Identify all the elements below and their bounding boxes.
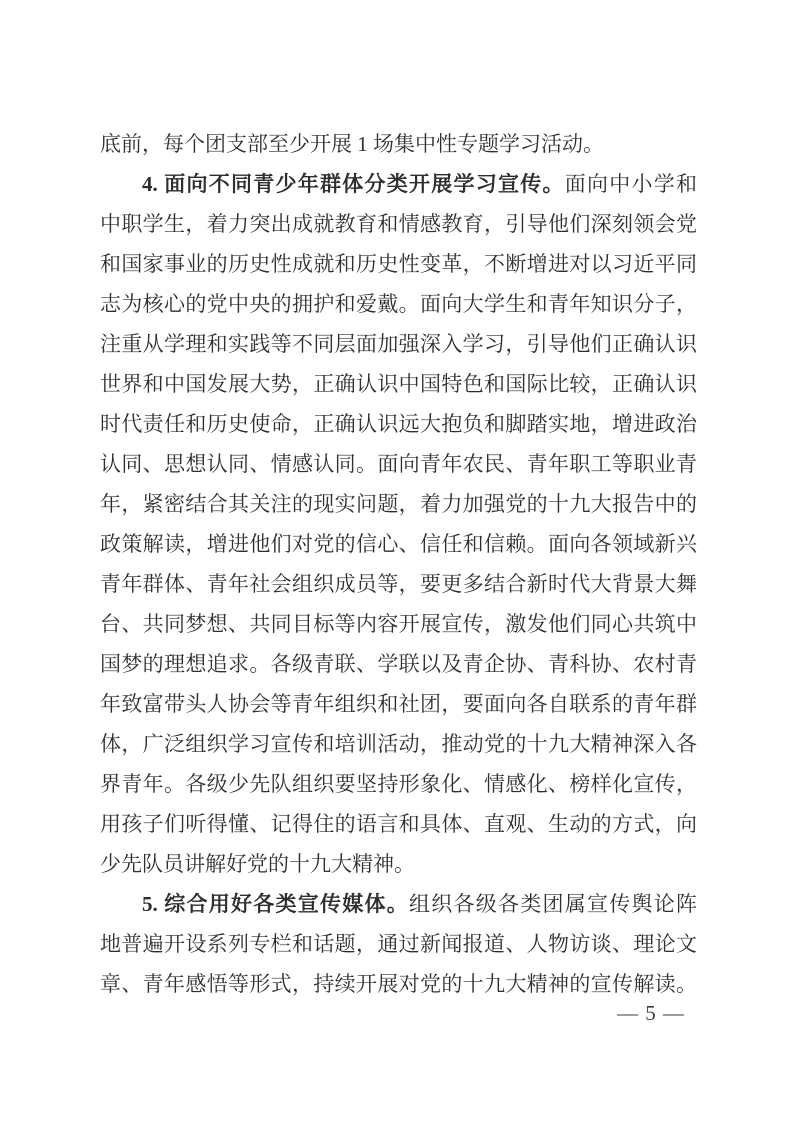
text-line <box>100 244 697 284</box>
text-line <box>100 324 697 364</box>
line-text: 中职学生，着力突出成就教育和情感教育，引导他们深刻领会党 <box>100 212 697 236</box>
text-line <box>100 444 697 484</box>
line-text: 用孩子们听得懂、记得住的语言和具体、直观、生动的方式，向 <box>100 812 697 836</box>
line-text: 政策解读，增进他们对党的信心、信任和信赖。面向各领域新兴 <box>100 532 697 556</box>
text-line <box>100 124 697 164</box>
line-text: 底前，每个团支部至少开展 1 场集中性专题学习活动。 <box>100 132 604 156</box>
text-line <box>100 804 697 844</box>
text-line <box>100 604 697 644</box>
line-text: 青年群体、青年社会组织成员等，要更多结合新时代大背景大舞 <box>100 572 697 596</box>
line-text: 认同、思想认同、情感认同。面向青年农民、青年职工等职业青 <box>100 452 697 476</box>
text-line <box>100 684 697 724</box>
line-text: 台、共同梦想、共同目标等内容开展宣传，激发他们同心共筑中 <box>100 612 697 636</box>
text-line <box>100 924 697 964</box>
line-text: 界青年。各级少先队组织要坚持形象化、情感化、榜样化宣传， <box>100 772 697 796</box>
text-line <box>100 484 697 524</box>
text-line <box>100 844 697 884</box>
line-text: 少先队员讲解好党的十九大精神。 <box>100 852 415 876</box>
text-line <box>100 564 697 604</box>
line-text: 注重从学理和实践等不同层面加强深入学习，引导他们正确认识 <box>100 332 697 356</box>
line-text: 世界和中国发展大势，正确认识中国特色和国际比较，正确认识 <box>100 372 697 396</box>
line-text: 体，广泛组织学习宣传和培训活动，推动党的十九大精神深入各 <box>100 732 697 756</box>
paragraph-lead-bold: 5. 综合用好各类宣传媒体。 <box>142 892 409 916</box>
line-text: 国梦的理想追求。各级青联、学联以及青企协、青科协、农村青 <box>100 652 697 676</box>
text-line <box>100 724 697 764</box>
line-text: 年，紧密结合其关注的现实问题，着力加强党的十九大报告中的 <box>100 492 697 516</box>
text-line <box>100 764 697 804</box>
line-text: 组织各级各类团属宣传舆论阵 <box>409 892 697 916</box>
line-text: 时代责任和历史使命，正确认识远大抱负和脚踏实地，增进政治 <box>100 412 697 436</box>
text-line <box>100 284 697 324</box>
text-line <box>100 644 697 684</box>
line-text: 章、青年感悟等形式，持续开展对党的十九大精神的宣传解读。 <box>100 972 697 996</box>
text-line <box>100 404 697 444</box>
document-body <box>100 124 697 1004</box>
line-text: 年致富带头人协会等青年组织和社团，要面向各自联系的青年群 <box>100 692 697 716</box>
text-line <box>100 964 697 1004</box>
text-line <box>100 204 697 244</box>
text-line <box>100 364 697 404</box>
line-text: 面向中小学和 <box>564 172 697 196</box>
line-text: 和国家事业的历史性成就和历史性变革，不断增进对以习近平同 <box>100 252 697 276</box>
paragraph-lead-bold: 4. 面向不同青少年群体分类开展学习宣传。 <box>142 172 565 196</box>
text-line <box>100 524 697 564</box>
line-text: 志为核心的党中央的拥护和爱戴。面向大学生和青年知识分子， <box>100 292 697 316</box>
text-line <box>100 884 697 924</box>
page-number: — 5 — <box>617 1001 685 1025</box>
text-line <box>100 164 697 204</box>
line-text: 地普遍开设系列专栏和话题，通过新闻报道、人物访谈、理论文 <box>100 932 697 956</box>
